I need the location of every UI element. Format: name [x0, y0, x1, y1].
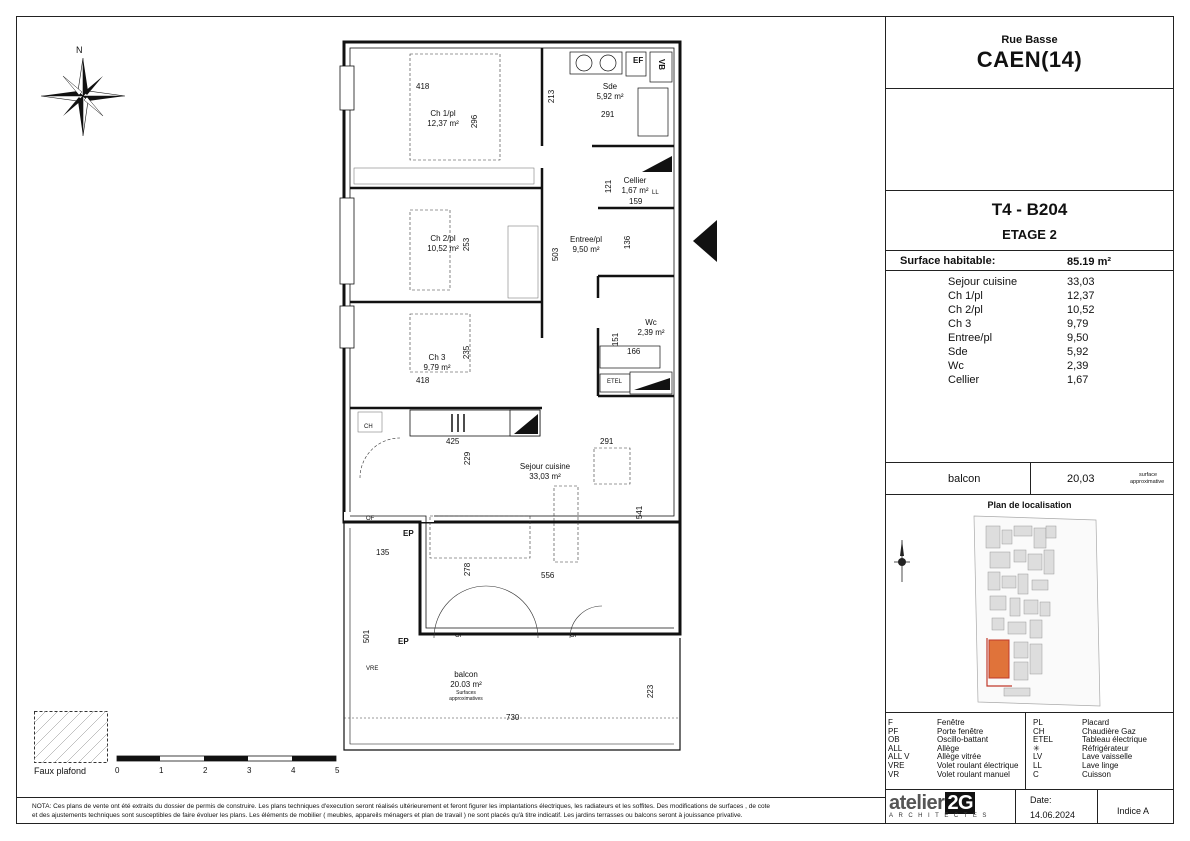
surface-room-value: 9,50 — [1067, 332, 1089, 344]
surface-room-name: Sejour cuisine — [948, 276, 1018, 288]
dim-425: 425 — [446, 437, 460, 446]
legend-code: VRE — [888, 761, 905, 770]
legend-code: PL — [1033, 718, 1043, 727]
room-balcon-note-1: Surfaces — [456, 690, 476, 696]
legend-label: Fenêtre — [937, 718, 965, 727]
room-ch3-name: Ch 3 — [428, 353, 446, 362]
code-vb: VB — [657, 58, 667, 71]
legend-code: VR — [888, 769, 900, 779]
legend-code: ETEL — [1033, 735, 1054, 745]
balcony-col — [1030, 462, 1031, 494]
dim-556: 556 — [541, 571, 555, 580]
room-balcon — [434, 670, 498, 702]
code-of-1: OF — [366, 516, 375, 522]
surface-room-name: Wc — [948, 360, 964, 372]
dim-223: 223 — [646, 684, 656, 699]
footer-col-1 — [1015, 789, 1016, 824]
legend-code: LV — [1033, 752, 1043, 762]
room-wc — [628, 318, 674, 338]
dim-730: 730 — [506, 713, 520, 722]
surface-room-value: 12,37 — [1067, 290, 1095, 302]
legend-label: Tableau électrique — [1082, 735, 1147, 745]
faux-plafond-label: Faux plafond — [34, 766, 87, 776]
dim-418-ch3: 418 — [416, 376, 430, 385]
north-compass-icon — [38, 58, 128, 140]
balcony-note-1: surface — [1139, 472, 1158, 478]
dim-503: 503 — [551, 247, 561, 262]
entrance-arrow-icon — [693, 220, 717, 262]
room-balcon-name: balcon — [454, 670, 478, 679]
dim-291-sde: 291 — [601, 110, 615, 119]
scale-tick-label: 0 — [115, 766, 120, 775]
room-balcon-note-2: approximatives — [449, 696, 483, 702]
balcony-value: 20,03 — [1067, 473, 1095, 485]
surface-room-name: Cellier — [948, 374, 980, 386]
scale-bar — [116, 752, 338, 764]
legend-code: CH — [1033, 726, 1045, 736]
surface-label: Surface habitable: — [900, 255, 996, 267]
room-sejour-area: 33,03 m² — [529, 472, 561, 481]
room-cellier-area: 1,67 m² — [621, 186, 649, 195]
dim-159: 159 — [629, 197, 643, 206]
legend-label: Réfrigérateur — [1082, 743, 1129, 753]
legend-label: Allège vitrée — [937, 752, 982, 762]
dim-213: 213 — [547, 89, 557, 104]
nota-line-2: et des ajustements techniques sont susceptibles de faire évoluer les plans. Les éléments de mobilier ( meubles, appareils ménagers et plan de travail ) ne sont placés qu'à titre indicatif. Les jardins terrasses ou balcons seront à jouissance privative. — [32, 812, 743, 819]
legend-col — [1025, 712, 1026, 789]
balcony-note-2: approximative — [1130, 479, 1165, 485]
legend-label: Chaudière Gaz — [1082, 726, 1136, 736]
dim-278: 278 — [463, 562, 473, 577]
street-name: Rue Basse — [1001, 34, 1058, 46]
location-map — [886, 510, 1174, 710]
index-value: Indice A — [1117, 806, 1150, 816]
surface-room-value: 1,67 — [1067, 374, 1089, 386]
scale-tick-label: 1 — [159, 766, 164, 775]
surface-room-value: 5,92 — [1067, 346, 1089, 358]
note-divider — [16, 797, 885, 798]
legend-code: ALL V — [888, 752, 910, 762]
dim-296: 296 — [470, 114, 480, 129]
room-sde-area: 5,92 m² — [596, 92, 624, 101]
legend-label: Volet roulant manuel — [937, 769, 1010, 779]
room-ch3 — [412, 353, 462, 373]
scale-tick-label: 4 — [291, 766, 296, 775]
surface-divider — [885, 250, 1174, 251]
legend-code: ✳ — [1033, 743, 1040, 753]
lot-divider — [885, 190, 1174, 191]
legend-code: F — [888, 718, 893, 727]
architect-logo — [889, 792, 1013, 822]
balcony-divider-2 — [885, 494, 1174, 495]
firm-mark: 2G — [947, 792, 974, 814]
legend-code: PF — [888, 726, 899, 736]
dim-229: 229 — [463, 451, 473, 466]
north-label: N — [76, 45, 83, 55]
surface-room-value: 33,03 — [1067, 276, 1095, 288]
surface-room-name: Ch 1/pl — [948, 290, 983, 302]
room-ch2-area: 10,52 m² — [427, 244, 459, 253]
legend-label: Allège — [937, 743, 960, 753]
footer-divider — [885, 789, 1174, 790]
dim-418-top: 418 — [416, 82, 430, 91]
surface-total: 85.19 m² — [1067, 256, 1112, 268]
room-sejour — [508, 462, 582, 482]
dim-253: 253 — [462, 237, 472, 252]
room-entree — [558, 235, 614, 255]
surface-room-value: 9,79 — [1067, 318, 1089, 330]
dim-291-sejour: 291 — [600, 437, 614, 446]
date-label: Date: — [1030, 795, 1052, 805]
legend-code: LL — [1033, 761, 1042, 770]
legend-label: Volet roulant électrique — [937, 761, 1019, 770]
surface-room-name: Sde — [948, 346, 968, 358]
room-balcon-area: 20.03 m² — [450, 680, 482, 689]
code-ep-2: EP — [398, 637, 409, 646]
legend-code: C — [1033, 769, 1039, 779]
code-of-2: OF — [455, 633, 464, 639]
location-title: Plan de localisation — [987, 500, 1072, 510]
lot-floor: ETAGE 2 — [1002, 227, 1057, 242]
balcony-label: balcon — [948, 473, 981, 485]
code-ep-1: EP — [403, 529, 414, 538]
surface-room-name: Ch 3 — [948, 318, 972, 330]
room-sde-name: Sde — [602, 82, 618, 91]
footer-col-2 — [1097, 789, 1098, 824]
room-wc-area: 2,39 m² — [637, 328, 665, 337]
surface-room-value: 10,52 — [1067, 304, 1095, 316]
dim-501: 501 — [362, 629, 372, 644]
date-value: 14.06.2024 — [1030, 810, 1076, 820]
legend-label: Porte fenêtre — [937, 726, 984, 736]
city-name: CAEN(14) — [976, 47, 1083, 72]
room-ch3-area: 9,79 m² — [423, 363, 451, 372]
code-ch: CH — [364, 424, 373, 430]
dim-166: 166 — [627, 347, 641, 356]
dim-151: 151 — [611, 332, 621, 347]
location-compass-icon — [894, 540, 910, 582]
code-ll: LL — [652, 190, 659, 196]
nota-line-1: NOTA: Ces plans de vente ont été extraits du dossier de permis de construire. Les plans techniques d'execution seront réalisés ultérieurement et feront figurer les implantations électriques, les radiateurs et les soffites. Des modifications de surfaces , de cote — [32, 803, 771, 810]
room-entree-area: 9,50 m² — [572, 245, 600, 254]
code-ef: EF — [633, 56, 644, 65]
location-divider — [885, 712, 1174, 713]
dim-235: 235 — [462, 345, 472, 360]
surface-room-name: Entree/pl — [948, 332, 993, 344]
room-ch1-name: Ch 1/pl — [430, 109, 456, 118]
lot-code: T4 - B204 — [991, 200, 1068, 219]
legend-label: Lave vaisselle — [1082, 752, 1133, 762]
room-sde — [580, 82, 640, 102]
legend-code: ALL — [888, 743, 903, 753]
scale-tick-label: 2 — [203, 766, 208, 775]
room-sejour-name: Sejour cuisine — [519, 462, 571, 471]
room-ch1-area: 12,37 m² — [427, 119, 459, 128]
firm-subtitle: ARCHITECTES — [889, 813, 992, 819]
room-ch2-name: Ch 2/pl — [430, 234, 456, 243]
code-of-3: OF — [570, 633, 579, 639]
surface-room-value: 2,39 — [1067, 360, 1089, 372]
dim-541: 541 — [635, 505, 645, 520]
scale-tick-label: 3 — [247, 766, 252, 775]
room-wc-name: Wc — [645, 318, 657, 327]
dim-135: 135 — [376, 548, 390, 557]
room-entree-name: Entree/pl — [569, 235, 603, 244]
legend-label: Lave linge — [1082, 761, 1119, 770]
code-vre: VRE — [366, 666, 379, 672]
legend-label: Oscillo-battant — [937, 735, 989, 745]
legend-code: OB — [888, 735, 900, 745]
room-ch1 — [416, 109, 470, 129]
scale-tick-label: 5 — [335, 766, 340, 775]
faux-plafond-swatch — [34, 711, 108, 763]
floor-plan — [330, 38, 690, 758]
room-cellier-name: Cellier — [623, 176, 647, 185]
surface-room-name: Ch 2/pl — [948, 304, 983, 316]
legend-label: Cuisson — [1082, 769, 1111, 779]
legend-label: Placard — [1082, 718, 1110, 727]
dim-136: 136 — [623, 235, 633, 250]
surface-divider-2 — [885, 270, 1174, 271]
header-divider — [885, 88, 1174, 89]
firm-name: atelier — [889, 792, 945, 814]
dim-121: 121 — [604, 179, 614, 194]
code-etel: ETEL — [607, 379, 623, 385]
